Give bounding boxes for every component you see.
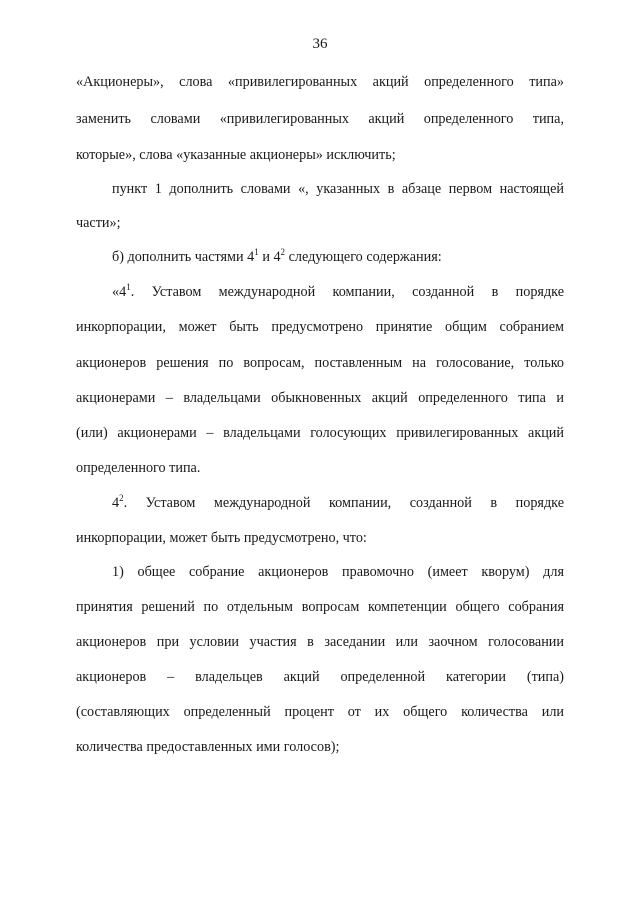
text-fragment: 4 bbox=[112, 495, 120, 511]
text-line bbox=[112, 248, 564, 266]
text-fragment: следующего содержания: bbox=[285, 249, 442, 265]
text-line: инкорпорации, может быть предусмотрено принятие общим собранием bbox=[76, 319, 564, 335]
text-line: акционеров при условии участия в заседании или заочном голосовании bbox=[76, 634, 564, 650]
text-line: определенного типа. bbox=[76, 460, 201, 476]
text-fragment: б) дополнить частями 4 bbox=[112, 249, 255, 265]
text-line: (или) акционерами – владельцами голосующих привилегированных акций bbox=[76, 425, 564, 441]
text-fragment: «4 bbox=[112, 284, 127, 300]
superscript: 2 bbox=[280, 247, 286, 257]
text-line: которые», слова «указанные акционеры» исключить; bbox=[76, 147, 396, 163]
text-line: акционеров решения по вопросам, поставленным на голосование, только bbox=[76, 355, 564, 371]
text-line: заменить словами «привилегированных акций определенного типа, bbox=[76, 111, 564, 127]
text-line: пункт 1 дополнить словами «, указанных в абзаце первом настоящей bbox=[112, 181, 564, 197]
superscript: 1 bbox=[126, 282, 131, 292]
text-fragment: и 4 bbox=[258, 249, 281, 265]
text-line: «Акционеры», слова «привилегированных акций определенного типа» bbox=[76, 74, 564, 90]
superscript: 1 bbox=[254, 247, 259, 257]
text-line: части»; bbox=[76, 215, 121, 231]
superscript: 2 bbox=[119, 493, 124, 503]
text-line bbox=[112, 494, 564, 512]
text-line bbox=[112, 283, 564, 301]
text-line: (составляющих определенный процент от их общего количества или bbox=[76, 704, 564, 720]
page-number: 36 bbox=[312, 36, 328, 52]
text-line: 1) общее собрание акционеров правомочно (имеет кворум) для bbox=[112, 564, 564, 580]
text-line: принятия решений по отдельным вопросам компетенции общего собрания bbox=[76, 599, 564, 615]
text-fragment: . Уставом международной компании, созданной в порядке bbox=[123, 495, 564, 511]
text-fragment: . Уставом международной компании, созданной в порядке bbox=[130, 284, 564, 300]
text-line: акционерами – владельцами обыкновенных акций определенного типа и bbox=[76, 390, 564, 406]
text-line: количества предоставленных ими голосов); bbox=[76, 739, 340, 755]
text-line: акционеров – владельцев акций определенной категории (типа) bbox=[76, 669, 564, 685]
text-line: инкорпорации, может быть предусмотрено, что: bbox=[76, 530, 367, 546]
